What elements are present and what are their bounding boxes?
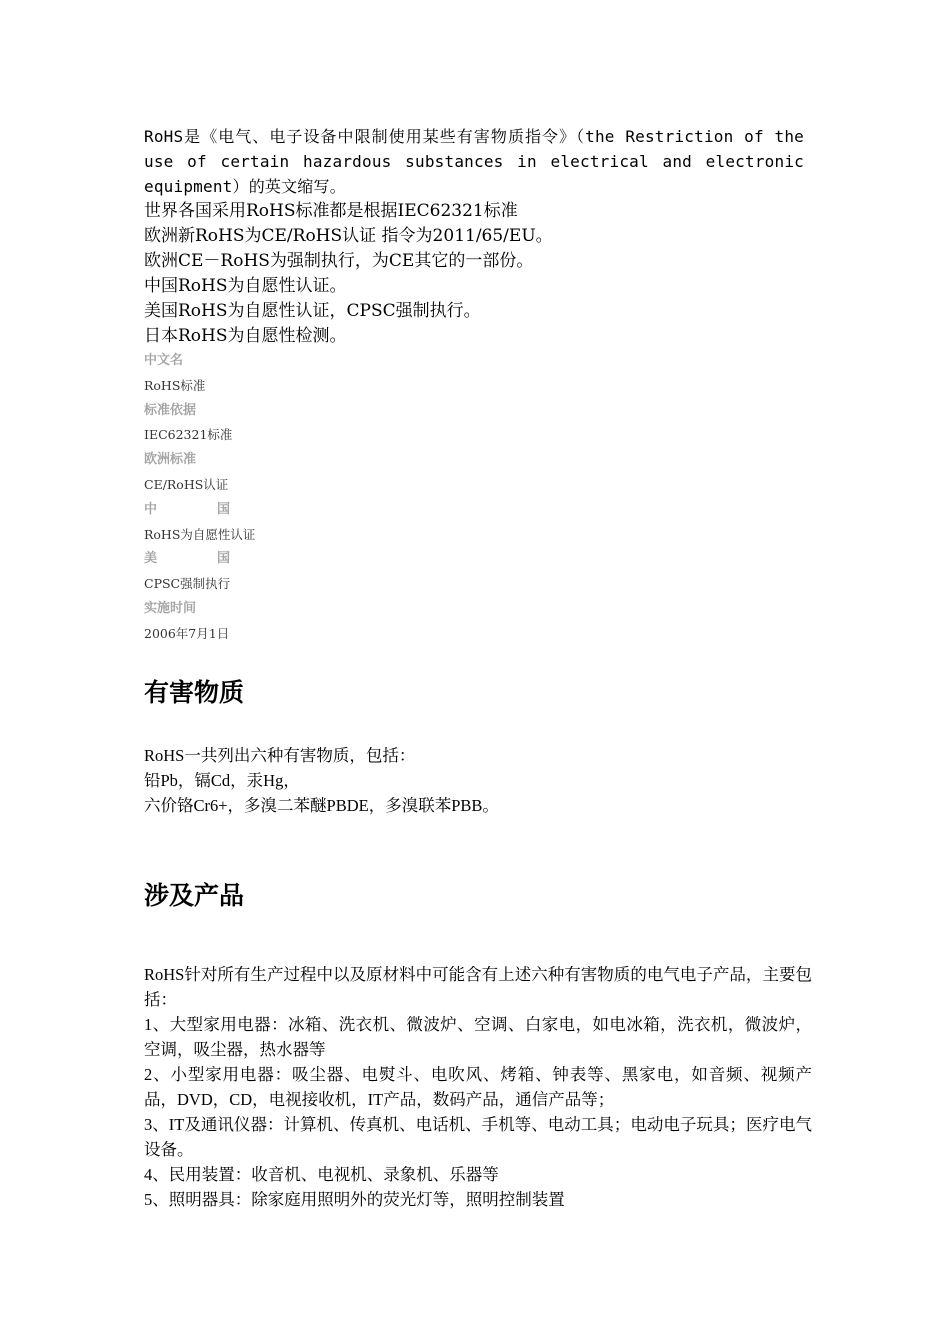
section-heading-products: 涉及产品 bbox=[144, 880, 245, 910]
products-paragraph: 1、大型家用电器：冰箱、洗衣机、微波炉、空调、白家电，如电冰箱，洗衣机，微波炉，空调，吸尘器，热水器等 bbox=[144, 1014, 812, 1059]
info-label bbox=[144, 498, 812, 523]
hazards-line: 六价铬Cr6+，多溴二苯醚PBDE，多溴联苯PBB。 bbox=[144, 795, 499, 815]
hazards-section bbox=[144, 743, 812, 818]
intro-line: 日本RoHS为自愿性检测。 bbox=[144, 326, 347, 346]
info-label-text: 欧洲标准 bbox=[144, 452, 197, 468]
info-label bbox=[144, 547, 812, 572]
intro-line: 欧洲新RoHS为CE/RoHS认证 指令为2011/65/EU。 bbox=[144, 226, 553, 246]
info-label-text: 标准依据 bbox=[144, 402, 197, 418]
products-paragraph: 2、小型家用电器：吸尘器、电熨斗、电吹风、烤箱、钟表等、黑家电，如音频、视频产品，DVD，CD，电视接收机，IT产品，数码产品，通信产品等； bbox=[144, 1064, 812, 1109]
intro-line: 欧洲CE－RoHS为强制执行，为CE其它的一部份。 bbox=[144, 251, 534, 271]
info-label-text: 中文名 bbox=[144, 353, 184, 368]
info-label bbox=[144, 349, 812, 374]
info-label-text: 实施时间 bbox=[144, 600, 197, 616]
info-value: IEC62321标准 bbox=[144, 427, 233, 443]
info-table bbox=[144, 349, 812, 647]
info-label bbox=[144, 448, 812, 473]
info-value: CPSC强制执行 bbox=[144, 576, 231, 592]
products-paragraph: RoHS针对所有生产过程中以及原材料中可能含有上述六种有害物质的电气电子产品，主要包括： bbox=[144, 964, 812, 1009]
products-paragraph: 3、IT及通讯仪器：计算机、传真机、电话机、手机等、电动工具；电动电子玩具；医疗电气设备。 bbox=[144, 1114, 812, 1159]
hazards-line: RoHS一共列出六种有害物质，包括： bbox=[144, 745, 416, 765]
info-value: RoHS为自愿性认证 bbox=[144, 526, 256, 542]
intro-section bbox=[144, 124, 812, 199]
info-value: 2006年7月1日 bbox=[144, 625, 230, 641]
intro-line: 中国RoHS为自愿性认证。 bbox=[144, 276, 347, 296]
intro-line: 世界各国采用RoHS标准都是根据IEC62321标准 bbox=[144, 201, 518, 221]
info-label bbox=[144, 399, 812, 424]
products-paragraph: 5、照明器具：除家庭用照明外的荧光灯等，照明控制装置 bbox=[144, 1189, 565, 1209]
products-paragraph: 4、民用装置：收音机、电视机、录象机、乐器等 bbox=[144, 1164, 499, 1184]
document-page bbox=[144, 124, 812, 1212]
info-label-text: 美国 bbox=[144, 551, 230, 567]
info-label bbox=[144, 597, 812, 622]
intro-line: 美国RoHS为自愿性认证，CPSC强制执行。 bbox=[144, 301, 481, 321]
info-value: CE/RoHS认证 bbox=[144, 476, 229, 492]
section-heading-hazards: 有害物质 bbox=[144, 677, 245, 707]
products-section bbox=[144, 962, 812, 1212]
intro-lead-paragraph: RoHS是《电气、电子设备中限制使用某些有害物质指令》（the Restriction of the use of certain hazardous substances in electrical and electronic equipment）的英文缩写。 bbox=[144, 127, 804, 196]
info-value: RoHS标准 bbox=[144, 377, 206, 393]
info-label-text: 中国 bbox=[144, 501, 230, 517]
hazards-line: 铅Pb，镉Cd，汞Hg， bbox=[144, 770, 300, 790]
